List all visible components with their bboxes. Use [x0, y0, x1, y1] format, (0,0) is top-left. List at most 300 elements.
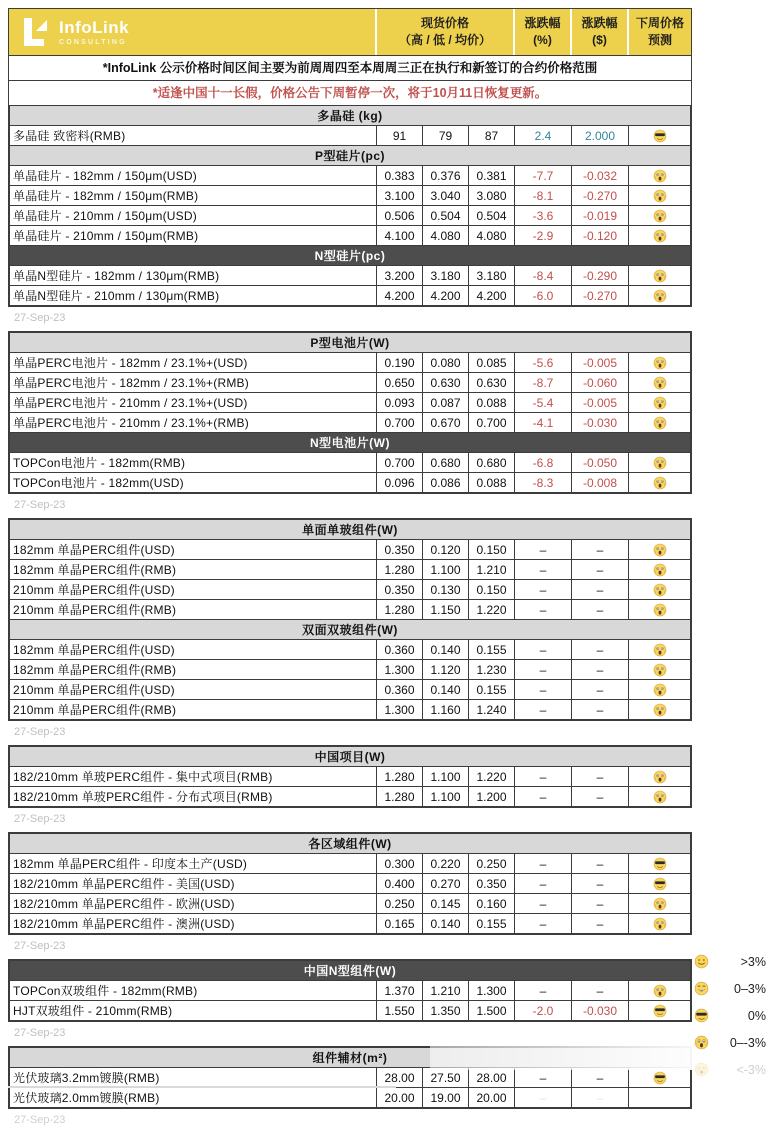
change-percent: – [515, 767, 572, 787]
product-name: 单晶PERC电池片 - 182mm / 23.1%+(USD) [10, 353, 377, 373]
price-high: 20.00 [377, 1088, 423, 1108]
emoji-cool-icon [653, 129, 667, 143]
emoji-scream-icon [653, 396, 667, 410]
emoji-scream-icon [653, 189, 667, 203]
table-row [10, 854, 691, 874]
section-header-row [10, 433, 691, 453]
product-name: 210mm 单晶PERC组件(RMB) [10, 700, 377, 720]
product-name: 182mm 单晶PERC组件(RMB) [10, 560, 377, 580]
legend-item [694, 1002, 766, 1029]
table-row [10, 186, 691, 206]
change-usd: -0.032 [572, 166, 629, 186]
table-row [10, 787, 691, 807]
price-table [9, 960, 691, 1021]
change-percent: -6.8 [515, 453, 572, 473]
change-usd: – [572, 981, 629, 1001]
price-low: 1.350 [423, 1001, 469, 1021]
section-header-row [10, 333, 691, 353]
change-usd: – [572, 787, 629, 807]
change-usd: – [572, 580, 629, 600]
forecast-emoji-cell [629, 1088, 691, 1108]
price-low: 79 [423, 126, 469, 146]
change-usd: -0.005 [572, 393, 629, 413]
price-high: 0.400 [377, 874, 423, 894]
note-holiday-pause: *适逢中国十一长假，价格公告下周暂停一次，将于10月11日恢复更新。 [9, 80, 691, 105]
forecast-emoji-cell [629, 226, 691, 246]
price-avg: 1.210 [469, 560, 515, 580]
table-row [10, 226, 691, 246]
price-high: 0.700 [377, 453, 423, 473]
change-percent: -8.4 [515, 266, 572, 286]
price-avg: 0.160 [469, 894, 515, 914]
change-percent: – [515, 914, 572, 934]
column-header-change-percent: 涨跌幅 (%) [514, 9, 571, 55]
change-percent: – [515, 1068, 572, 1088]
change-usd: -0.005 [572, 353, 629, 373]
table-row [10, 1088, 691, 1108]
price-high: 1.280 [377, 787, 423, 807]
price-low: 0.680 [423, 453, 469, 473]
price-high: 1.550 [377, 1001, 423, 1021]
change-usd: – [572, 894, 629, 914]
forecast-emoji-cell [629, 126, 691, 146]
emoji-scream-icon [653, 169, 667, 183]
product-name: 182mm 单晶PERC组件(RMB) [10, 660, 377, 680]
emoji-scream-icon [653, 543, 667, 557]
product-name: 210mm 单晶PERC组件(USD) [10, 580, 377, 600]
change-percent: – [515, 894, 572, 914]
change-usd: – [572, 767, 629, 787]
forecast-emoji-cell [629, 1068, 691, 1088]
price-avg: 4.080 [469, 226, 515, 246]
table-header-band [9, 9, 691, 55]
change-percent: -4.1 [515, 413, 572, 433]
price-table-block [8, 8, 692, 307]
forecast-emoji-cell [629, 560, 691, 580]
forecast-emoji-cell [629, 266, 691, 286]
forecast-emoji-cell [629, 186, 691, 206]
table-row [10, 540, 691, 560]
brand-subtitle: CONSULTING [59, 39, 129, 46]
price-high: 0.250 [377, 894, 423, 914]
forecast-emoji-cell [629, 286, 691, 306]
change-percent: – [515, 640, 572, 660]
price-high: 1.280 [377, 600, 423, 620]
price-avg: 0.155 [469, 914, 515, 934]
product-name: 182/210mm 单玻PERC组件 - 分布式项目(RMB) [10, 787, 377, 807]
emoji-cool-icon [694, 1008, 709, 1023]
price-low: 0.140 [423, 914, 469, 934]
change-percent: -6.0 [515, 286, 572, 306]
price-high: 1.280 [377, 560, 423, 580]
table-row [10, 767, 691, 787]
table-row [10, 373, 691, 393]
price-avg: 1.300 [469, 981, 515, 1001]
price-table [9, 519, 691, 720]
change-usd: -0.290 [572, 266, 629, 286]
forecast-emoji-cell [629, 854, 691, 874]
emoji-scream-icon [694, 1035, 709, 1050]
change-usd: – [572, 1088, 629, 1108]
change-percent: – [515, 854, 572, 874]
legend-item [694, 1056, 766, 1083]
change-percent: -5.6 [515, 353, 572, 373]
price-low: 27.50 [423, 1068, 469, 1088]
price-high: 4.200 [377, 286, 423, 306]
change-percent: – [515, 981, 572, 1001]
price-avg: 1.220 [469, 767, 515, 787]
forecast-emoji-cell [629, 660, 691, 680]
price-low: 3.180 [423, 266, 469, 286]
section-header-row [10, 834, 691, 854]
change-percent: – [515, 680, 572, 700]
table-row [10, 393, 691, 413]
change-percent: -8.3 [515, 473, 572, 493]
table-row [10, 914, 691, 934]
price-avg: 0.155 [469, 640, 515, 660]
section-header-row [10, 961, 691, 981]
price-low: 0.130 [423, 580, 469, 600]
price-high: 0.350 [377, 580, 423, 600]
table-row [10, 206, 691, 226]
change-percent: -2.9 [515, 226, 572, 246]
price-avg: 0.155 [469, 680, 515, 700]
price-low: 3.040 [423, 186, 469, 206]
price-high: 0.650 [377, 373, 423, 393]
section-header-row [10, 246, 691, 266]
forecast-emoji-cell [629, 473, 691, 493]
price-high: 28.00 [377, 1068, 423, 1088]
change-percent: – [515, 660, 572, 680]
date-label: 27-Sep-23 [8, 1109, 690, 1133]
price-table-block [8, 959, 692, 1022]
date-label: 27-Sep-23 [8, 307, 690, 331]
price-high: 0.506 [377, 206, 423, 226]
date-label: 27-Sep-23 [8, 494, 690, 518]
date-label: 27-Sep-23 [8, 721, 690, 745]
price-avg: 3.180 [469, 266, 515, 286]
product-name: TOPCon电池片 - 182mm(RMB) [10, 453, 377, 473]
emoji-scream-icon [653, 583, 667, 597]
price-high: 1.300 [377, 660, 423, 680]
forecast-emoji-cell [629, 353, 691, 373]
forecast-legend [694, 948, 766, 1083]
forecast-emoji-cell [629, 580, 691, 600]
change-percent: – [515, 540, 572, 560]
table-row [10, 660, 691, 680]
emoji-scream-icon [653, 663, 667, 677]
emoji-scream-icon [653, 356, 667, 370]
emoji-scream-icon [653, 456, 667, 470]
price-low: 0.140 [423, 680, 469, 700]
price-table-block [8, 832, 692, 935]
legend-item [694, 948, 766, 975]
change-usd: -0.019 [572, 206, 629, 226]
section-header-row [10, 146, 691, 166]
emoji-scream-icon [653, 790, 667, 804]
price-low: 4.200 [423, 286, 469, 306]
price-table [9, 746, 691, 807]
price-high: 0.360 [377, 680, 423, 700]
change-percent: 2.4 [515, 126, 572, 146]
price-high: 1.300 [377, 700, 423, 720]
forecast-emoji-cell [629, 787, 691, 807]
price-high: 0.096 [377, 473, 423, 493]
price-high: 3.200 [377, 266, 423, 286]
table-row [10, 353, 691, 373]
price-avg: 0.250 [469, 854, 515, 874]
product-name: 182/210mm 单玻PERC组件 - 集中式项目(RMB) [10, 767, 377, 787]
price-low: 1.100 [423, 787, 469, 807]
emoji-scream-icon [653, 703, 667, 717]
emoji-scream-icon [653, 770, 667, 784]
legend-item [694, 1029, 766, 1056]
forecast-emoji-cell [629, 981, 691, 1001]
change-usd: -0.050 [572, 453, 629, 473]
price-avg: 0.504 [469, 206, 515, 226]
emoji-scream-icon [653, 984, 667, 998]
price-high: 0.383 [377, 166, 423, 186]
price-avg: 1.230 [469, 660, 515, 680]
price-low: 1.100 [423, 767, 469, 787]
price-avg: 0.150 [469, 580, 515, 600]
legend-label: 0–3% [734, 982, 766, 996]
change-usd: – [572, 874, 629, 894]
price-low: 0.630 [423, 373, 469, 393]
section-header-row [10, 620, 691, 640]
product-name: 210mm 单晶PERC组件(USD) [10, 680, 377, 700]
change-usd: – [572, 700, 629, 720]
column-header-forecast: 下周价格 预测 [628, 9, 691, 55]
change-percent: -2.0 [515, 1001, 572, 1021]
table-row [10, 680, 691, 700]
date-label: 27-Sep-23 [8, 935, 690, 959]
price-low: 0.504 [423, 206, 469, 226]
price-high: 1.280 [377, 767, 423, 787]
section-title: 中国N型组件(W) [10, 961, 691, 981]
change-percent: – [515, 700, 572, 720]
price-low: 0.145 [423, 894, 469, 914]
emoji-cool-icon [653, 877, 667, 891]
legend-label: 0–-3% [730, 1036, 766, 1050]
emoji-scream-icon [653, 603, 667, 617]
forecast-emoji-cell [629, 914, 691, 934]
product-name: 光伏玻璃2.0mm镀膜(RMB) [10, 1088, 377, 1108]
price-high: 0.190 [377, 353, 423, 373]
price-avg: 0.350 [469, 874, 515, 894]
price-high: 0.165 [377, 914, 423, 934]
price-table-block [8, 745, 692, 808]
price-high: 0.360 [377, 640, 423, 660]
emoji-cool-icon [653, 1004, 667, 1018]
price-high: 1.370 [377, 981, 423, 1001]
price-high: 3.100 [377, 186, 423, 206]
product-name: 单晶N型硅片 - 210mm / 130μm(RMB) [10, 286, 377, 306]
price-low: 0.086 [423, 473, 469, 493]
change-usd: – [572, 680, 629, 700]
price-low: 0.087 [423, 393, 469, 413]
table-row [10, 580, 691, 600]
forecast-emoji-cell [629, 874, 691, 894]
price-avg: 20.00 [469, 1088, 515, 1108]
price-avg: 87 [469, 126, 515, 146]
column-header-change-usd: 涨跌幅 ($) [571, 9, 628, 55]
change-usd: – [572, 540, 629, 560]
price-avg: 1.500 [469, 1001, 515, 1021]
section-title: N型电池片(W) [10, 433, 691, 453]
price-avg: 0.088 [469, 393, 515, 413]
section-title: 组件辅材(m²) [10, 1048, 691, 1068]
emoji-scream-icon [653, 269, 667, 283]
section-header-row [10, 747, 691, 767]
product-name: 单晶PERC电池片 - 210mm / 23.1%+(USD) [10, 393, 377, 413]
emoji-scream-icon [653, 209, 667, 223]
price-high: 0.093 [377, 393, 423, 413]
legend-label: >3% [741, 955, 766, 969]
section-title: P型电池片(W) [10, 333, 691, 353]
price-low: 0.376 [423, 166, 469, 186]
price-low: 1.150 [423, 600, 469, 620]
product-name: 182mm 单晶PERC组件(USD) [10, 540, 377, 560]
forecast-emoji-cell [629, 413, 691, 433]
price-low: 0.120 [423, 540, 469, 560]
section-header-row [10, 106, 691, 126]
change-usd: – [572, 914, 629, 934]
product-name: TOPCon电池片 - 182mm(USD) [10, 473, 377, 493]
forecast-emoji-cell [629, 393, 691, 413]
forecast-emoji-cell [629, 894, 691, 914]
table-row [10, 266, 691, 286]
section-title: 中国项目(W) [10, 747, 691, 767]
column-header-spot-price: 现货价格 （高 / 低 / 均价） [376, 9, 514, 55]
table-row [10, 473, 691, 493]
emoji-scream-icon [653, 289, 667, 303]
change-percent: -8.1 [515, 186, 572, 206]
price-avg: 3.080 [469, 186, 515, 206]
price-avg: 0.700 [469, 413, 515, 433]
table-row [10, 894, 691, 914]
table-row [10, 640, 691, 660]
price-avg: 0.088 [469, 473, 515, 493]
section-title: 单面单玻组件(W) [10, 520, 691, 540]
change-usd: – [572, 1068, 629, 1088]
price-avg: 1.220 [469, 600, 515, 620]
section-title: N型硅片(pc) [10, 246, 691, 266]
price-avg: 0.085 [469, 353, 515, 373]
date-label: 27-Sep-23 [8, 808, 690, 832]
table-row [10, 981, 691, 1001]
product-name: 182/210mm 单晶PERC组件 - 澳洲(USD) [10, 914, 377, 934]
product-name: 单晶PERC电池片 - 210mm / 23.1%+(RMB) [10, 413, 377, 433]
product-name: 单晶硅片 - 182mm / 150μm(USD) [10, 166, 377, 186]
table-row [10, 453, 691, 473]
product-name: TOPCon双玻组件 - 182mm(RMB) [10, 981, 377, 1001]
bottom-partial-divider [8, 1086, 396, 1088]
product-name: 单晶PERC电池片 - 182mm / 23.1%+(RMB) [10, 373, 377, 393]
product-name: 182/210mm 单晶PERC组件 - 美国(USD) [10, 874, 377, 894]
change-percent: – [515, 580, 572, 600]
price-table [9, 833, 691, 934]
section-title: P型硅片(pc) [10, 146, 691, 166]
table-row [10, 560, 691, 580]
change-usd: – [572, 854, 629, 874]
price-avg: 0.630 [469, 373, 515, 393]
change-usd: -0.270 [572, 286, 629, 306]
forecast-emoji-cell [629, 640, 691, 660]
change-usd: – [572, 600, 629, 620]
product-name: 182/210mm 单晶PERC组件 - 欧洲(USD) [10, 894, 377, 914]
emoji-sob-icon [694, 1062, 709, 1077]
forecast-emoji-cell [629, 767, 691, 787]
price-low: 0.140 [423, 640, 469, 660]
legend-item [694, 975, 766, 1002]
change-usd: -0.008 [572, 473, 629, 493]
price-avg: 28.00 [469, 1068, 515, 1088]
price-high: 0.300 [377, 854, 423, 874]
product-name: HJT双玻组件 - 210mm(RMB) [10, 1001, 377, 1021]
forecast-emoji-cell [629, 700, 691, 720]
forecast-emoji-cell [629, 680, 691, 700]
forecast-emoji-cell [629, 453, 691, 473]
price-low: 1.210 [423, 981, 469, 1001]
product-name: 单晶硅片 - 210mm / 150μm(RMB) [10, 226, 377, 246]
price-low: 0.220 [423, 854, 469, 874]
price-low: 0.270 [423, 874, 469, 894]
date-label: 27-Sep-23 [8, 1022, 690, 1046]
emoji-scream-icon [653, 416, 667, 430]
product-name: 210mm 单晶PERC组件(RMB) [10, 600, 377, 620]
table-row [10, 700, 691, 720]
price-low: 1.160 [423, 700, 469, 720]
price-table-block [8, 518, 692, 721]
change-percent: – [515, 1088, 572, 1108]
table-row [10, 286, 691, 306]
emoji-scream-icon [653, 917, 667, 931]
price-table [9, 105, 691, 306]
emoji-cool-icon [653, 857, 667, 871]
forecast-emoji-cell [629, 600, 691, 620]
change-percent: – [515, 787, 572, 807]
change-percent: – [515, 560, 572, 580]
price-avg: 0.150 [469, 540, 515, 560]
product-name: 单晶硅片 - 182mm / 150μm(RMB) [10, 186, 377, 206]
price-high: 4.100 [377, 226, 423, 246]
change-percent: -3.6 [515, 206, 572, 226]
product-name: 182mm 单晶PERC组件 - 印度本土产(USD) [10, 854, 377, 874]
emoji-scream-icon [653, 229, 667, 243]
product-name: 182mm 单晶PERC组件(USD) [10, 640, 377, 660]
change-percent: -5.4 [515, 393, 572, 413]
change-usd: – [572, 560, 629, 580]
emoji-scream-icon [653, 476, 667, 490]
emoji-cool-icon [653, 1071, 667, 1085]
section-title: 双面双玻组件(W) [10, 620, 691, 640]
change-usd: -0.030 [572, 413, 629, 433]
price-low: 1.100 [423, 560, 469, 580]
product-name: 单晶N型硅片 - 182mm / 130μm(RMB) [10, 266, 377, 286]
emoji-grin-icon [694, 981, 709, 996]
change-usd: – [572, 640, 629, 660]
product-name: 光伏玻璃3.2mm镀膜(RMB) [10, 1068, 377, 1088]
change-usd: -0.060 [572, 373, 629, 393]
price-high: 0.350 [377, 540, 423, 560]
forecast-emoji-cell [629, 373, 691, 393]
price-table [9, 332, 691, 493]
change-percent: -7.7 [515, 166, 572, 186]
price-avg: 0.381 [469, 166, 515, 186]
table-row [10, 600, 691, 620]
infolink-logo-icon [24, 17, 50, 47]
